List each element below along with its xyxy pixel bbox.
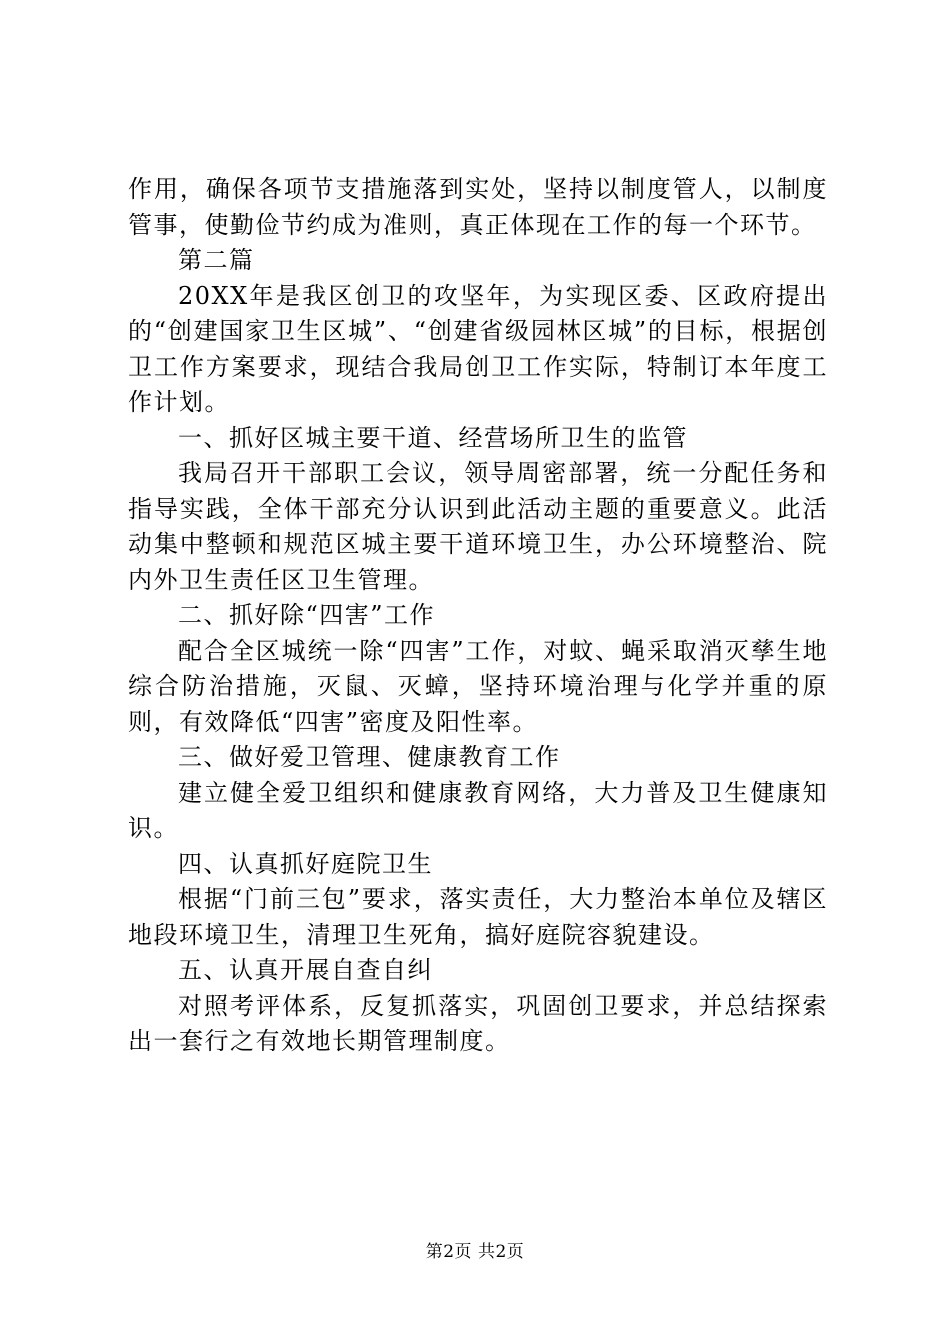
heading-2: 二、抓好除“四害”工作 xyxy=(178,601,436,629)
paragraph-5: 对照考评体系，反复抓落实，巩固创卫要求，并总结探索出一套行之有效地长期管理制度。 xyxy=(128,991,828,1055)
paragraph-2: 配合全区城统一除“四害”工作，对蚊、蝇采取消灭孳生地综合防治措施，灭鼠、灭蟑，坚持环境治理与化学并重的原则，有效降低“四害”密度及阳性率。 xyxy=(128,636,828,736)
heading-1: 一、抓好区城主要干道、经营场所卫生的监管 xyxy=(178,423,688,452)
paragraph-intro: 20XX年是我区创卫的攻坚年，为实现区委、区政府提出的“创建国家卫生区城”、“创建省级园林区城”的目标，根据创卫工作方案要求，现结合我局创卫工作实际，特制订本年度工作计划。 xyxy=(128,281,828,416)
paragraph-continuation: 作用，确保各项节支措施落到实处，坚持以制度管人，以制度管事，使勤俭节约成为准则，真正体现在工作的每一个环节。 xyxy=(128,175,828,239)
section-title-second-part: 第二篇 xyxy=(178,246,255,274)
paragraph-1: 我局召开干部职工会议，领导周密部署，统一分配任务和指导实践，全体干部充分认识到此活动主题的重要意义。此活动集中整顿和规范区城主要干道环境卫生，办公环境整治、院内外卫生责任区卫生管理。 xyxy=(128,459,828,594)
heading-5: 五、认真开展自查自纠 xyxy=(178,956,433,984)
paragraph-4: 根据“门前三包”要求，落实责任，大力整治本单位及辖区地段环境卫生，清理卫生死角，搞好庭院容貌建设。 xyxy=(128,885,828,949)
heading-4: 四、认真抓好庭院卫生 xyxy=(178,849,433,878)
paragraph-3: 建立健全爱卫组织和健康教育网络，大力普及卫生健康知识。 xyxy=(128,778,828,842)
document-body xyxy=(128,172,828,1060)
page-footer: 第2页 共2页 xyxy=(425,1242,525,1262)
heading-3: 三、做好爱卫管理、健康教育工作 xyxy=(178,743,561,771)
